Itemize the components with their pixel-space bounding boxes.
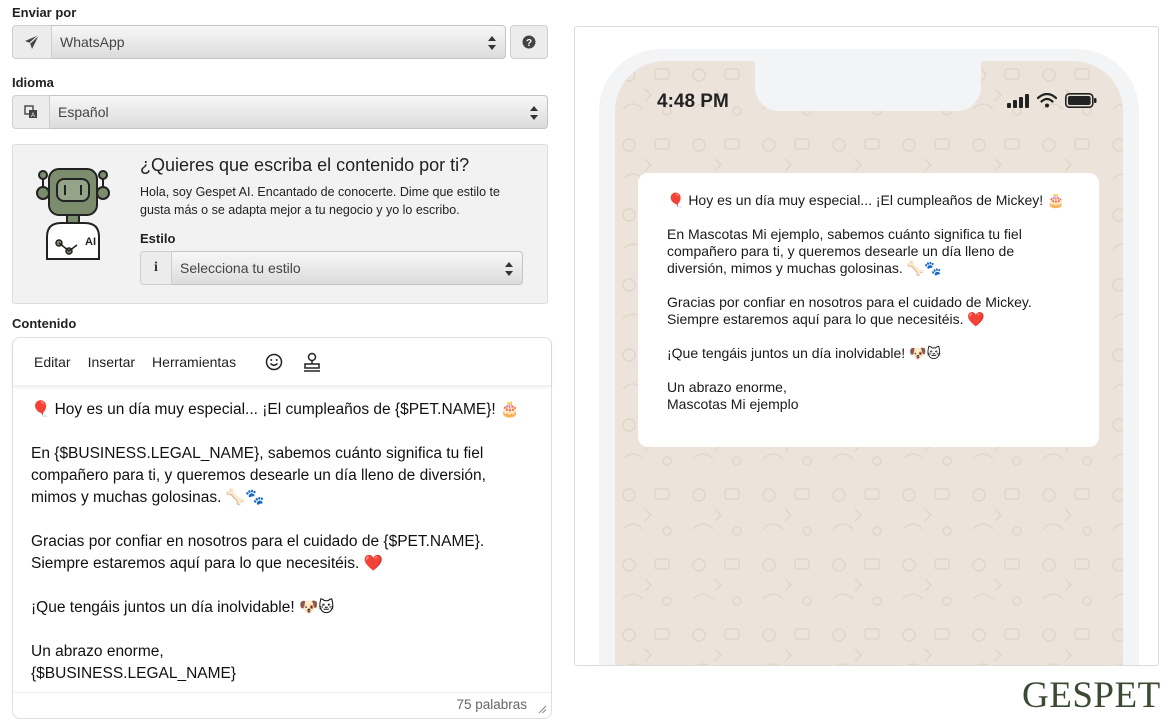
style-select-placeholder: Selecciona tu estilo	[180, 260, 301, 276]
message-paragraph: Gracias por confiar en nosotros para el cuidado de Mickey. Siempre estaremos aquí para lo que necesitéis. ❤️	[667, 294, 1032, 327]
signal-icon	[1007, 94, 1029, 108]
language-select[interactable]	[50, 95, 548, 129]
ai-description: Hola, soy Gespet AI. Encantado de conocerte. Dime que estilo te gusta más o se adapta mejor a tu negocio y yo lo escribo.	[140, 185, 500, 217]
stamp-icon[interactable]	[303, 352, 321, 372]
content-label: Contenido	[12, 316, 77, 331]
message-paragraph: En Mascotas Mi ejemplo, sabemos cuánto significa tu fiel compañero para ti, y queremos desearle un día lleno de diversión, mimos y muchas golosinas. 🦴🐾	[667, 226, 1022, 276]
question-circle-icon	[522, 35, 536, 49]
status-icons	[1007, 93, 1097, 108]
style-label: Estilo	[140, 231, 176, 246]
editor-paragraph: En {$BUSINESS.LEGAL_NAME}, sabemos cuánto significa tu fiel compañero para ti, y queremos desearle un día lleno de diversión, mimos y muchas golosinas. 🦴🐾	[31, 445, 486, 506]
language-label: Idioma	[12, 75, 54, 90]
message-paragraph: ¡Que tengáis juntos un día inolvidable! 🐶🐱	[667, 345, 942, 361]
menu-edit[interactable]: Editar	[34, 353, 71, 370]
editor-paragraph: ¡Que tengáis juntos un día inolvidable! 🐶🐱	[31, 599, 335, 616]
select-arrows-icon	[530, 105, 538, 121]
whatsapp-preview	[574, 26, 1159, 666]
content-editor[interactable]	[12, 337, 552, 719]
send-via-label: Enviar por	[12, 5, 77, 20]
phone-notch	[755, 61, 981, 111]
editor-paragraph: 🎈 Hoy es un día muy especial... ¡El cumpleaños de {$PET.NAME}! 🎂	[31, 401, 520, 418]
menu-insert[interactable]: Insertar	[87, 353, 136, 370]
status-time: 4:48 PM	[657, 91, 729, 112]
wifi-icon	[1037, 93, 1057, 108]
language-row	[12, 95, 548, 129]
send-via-value: WhatsApp	[60, 34, 125, 50]
gespet-logo: GESPET	[1022, 675, 1161, 716]
svg-text:?: ?	[525, 38, 533, 49]
ai-assistant-panel	[12, 144, 548, 304]
robot-icon	[35, 165, 111, 261]
battery-icon	[1065, 93, 1097, 108]
translate-icon	[12, 95, 50, 129]
editor-paragraph: Un abrazo enorme, {$BUSINESS.LEGAL_NAME}	[31, 643, 237, 682]
editor-content[interactable]	[13, 386, 551, 685]
word-count: 75 palabras	[456, 697, 527, 712]
select-arrows-icon	[505, 261, 513, 277]
style-select[interactable]	[172, 251, 523, 285]
resize-handle-icon[interactable]	[537, 704, 547, 714]
message-bubble	[638, 173, 1099, 447]
paper-plane-icon	[12, 25, 52, 59]
send-via-select[interactable]	[52, 25, 506, 59]
info-icon	[140, 251, 172, 285]
style-row	[140, 251, 523, 285]
message-paragraph: Un abrazo enorme, Mascotas Mi ejemplo	[667, 379, 799, 412]
editor-paragraph: Gracias por confiar en nosotros para el cuidado de {$PET.NAME}. Siempre estaremos aquí para lo que necesitéis. ❤️	[31, 533, 485, 572]
editor-statusbar	[13, 692, 551, 718]
help-button[interactable]	[510, 25, 548, 59]
select-arrows-icon	[488, 35, 496, 51]
menu-tools[interactable]: Herramientas	[152, 353, 237, 370]
editor-toolbar	[13, 338, 551, 386]
language-value: Español	[58, 104, 109, 120]
emoji-icon[interactable]	[265, 353, 283, 371]
send-via-row	[12, 25, 548, 59]
svg-text:A: A	[30, 113, 36, 119]
message-paragraph: 🎈 Hoy es un día muy especial... ¡El cumpleaños de Mickey! 🎂	[667, 192, 1065, 208]
ai-title: ¿Quieres que escriba el contenido por ti?	[140, 155, 470, 175]
info-icon-text: i	[154, 260, 158, 275]
robot-badge: AI	[85, 236, 96, 248]
